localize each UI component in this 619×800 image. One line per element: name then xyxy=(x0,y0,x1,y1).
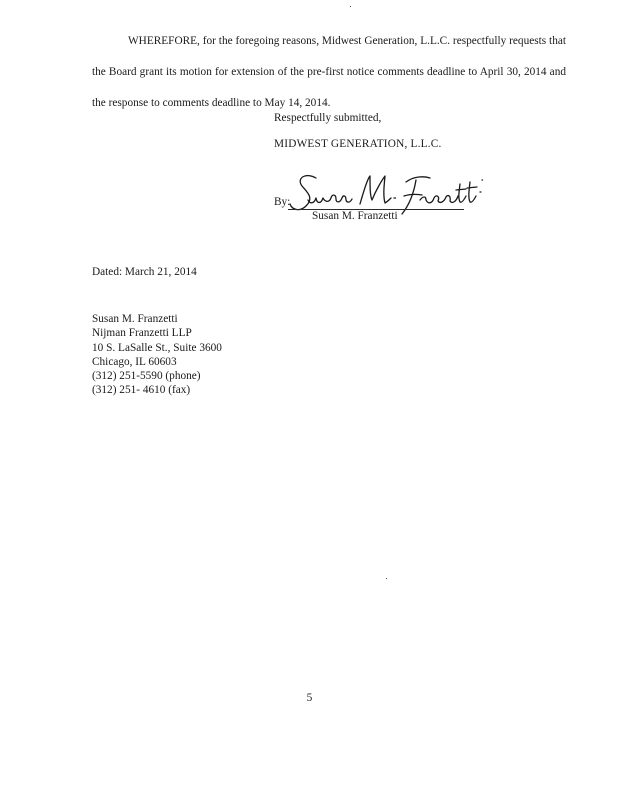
body-paragraph: WHEREFORE, for the foregoing reasons, Midwest Generation, L.L.C. respectfully requests that the Board grant its motion for extension of the pre-first notice comments deadline to April 30, 2014 and the response to comments deadline to May 14, 2014. xyxy=(92,35,566,109)
address-block xyxy=(92,312,222,398)
by-label: By: xyxy=(274,196,291,208)
closing-line: Respectfully submitted, xyxy=(274,112,382,124)
address-line: Nijman Franzetti LLP xyxy=(92,327,192,340)
scan-speck xyxy=(350,6,351,7)
signer-name: Susan M. Franzetti xyxy=(312,210,398,222)
page-number: 5 xyxy=(306,692,313,704)
address-line: (312) 251-5590 (phone) xyxy=(92,370,201,383)
company-name: MIDWEST GENERATION, L.L.C. xyxy=(274,138,442,150)
address-line: Chicago, IL 60603 xyxy=(92,355,177,368)
address-line: 10 S. LaSalle St., Suite 3600 xyxy=(92,341,222,354)
address-line: (312) 251- 4610 (fax) xyxy=(92,384,191,397)
address-line: Susan M. Franzetti xyxy=(92,313,178,325)
scan-speck xyxy=(386,578,387,579)
date-line: Dated: March 21, 2014 xyxy=(92,266,197,278)
